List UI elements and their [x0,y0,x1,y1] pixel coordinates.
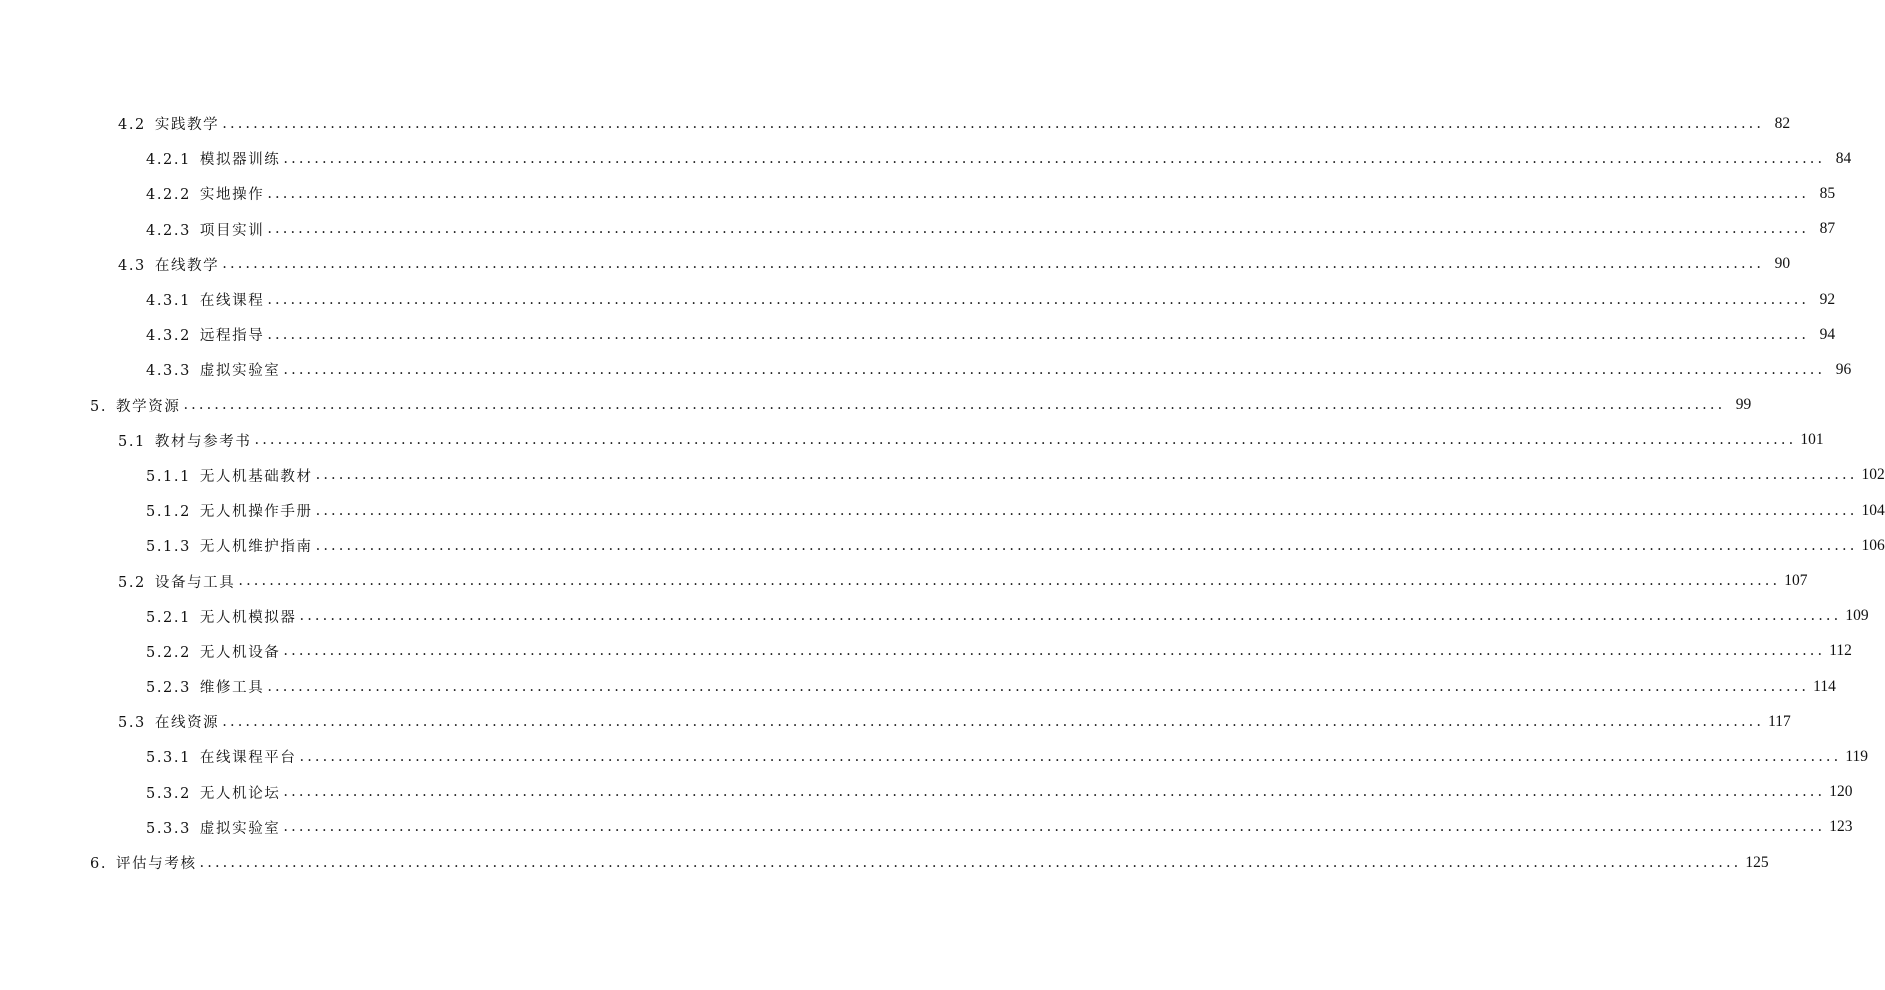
toc-dot-leader: ........................................................................................................................................................................................................ [222,256,1765,273]
toc-page-number: 90 [1774,255,1791,273]
toc-entry-label [146,219,264,240]
toc-dot-leader: ........................................................................................................................................................................................................ [267,221,1810,238]
toc-entry[interactable] [0,634,1852,669]
toc-dot-leader: ........................................................................................................................................................................................................ [283,150,1826,167]
toc-section-title: 模拟器训练 [199,152,281,169]
toc-entry-label [90,395,180,416]
toc-entry[interactable] [0,528,1885,563]
toc-section-number: 4.2.3 [146,222,191,239]
toc-dot-leader: ........................................................................................................................................................................................................ [222,713,1765,730]
toc-section-number: 4.2.2 [146,187,191,204]
toc-section-number: 5.1.2 [146,504,191,521]
toc-entry-label [118,711,219,732]
toc-entry[interactable] [0,388,1752,423]
toc-page-number: 107 [1784,572,1808,590]
toc-entry[interactable] [0,845,1769,880]
toc-entry[interactable] [0,493,1885,528]
toc-section-number: 5.2 [118,574,146,591]
toc-section-number: 5. [90,398,108,415]
toc-page-number: 96 [1835,360,1852,378]
toc-entry[interactable] [0,106,1791,141]
toc-section-number: 5.1.1 [146,468,191,485]
toc-entry[interactable] [0,775,1853,810]
toc-section-number: 4.3.3 [146,363,191,380]
toc-entry[interactable] [0,669,1836,704]
toc-entry[interactable] [0,212,1836,247]
toc-section-title: 无人机维护指南 [199,539,313,556]
toc-entry-label [146,535,313,556]
toc-section-number: 4.2.1 [146,152,191,169]
toc-entry-label [118,113,219,134]
toc-dot-leader: ........................................................................................................................................................................................................ [283,361,1826,378]
toc-section-title: 设备与工具 [154,574,236,591]
toc-section-number: 5.1 [118,433,146,450]
toc-section-number: 5.3.2 [146,785,191,802]
toc-page-number: 87 [1819,220,1836,238]
toc-page-number: 117 [1768,712,1791,730]
toc-page-number: 104 [1861,501,1885,519]
toc-section-title: 在线课程平台 [199,750,297,767]
toc-dot-leader: ........................................................................................................................................................................................................ [299,608,1842,625]
toc-page-number: 84 [1835,149,1852,167]
toc-section-number: 4.3 [118,257,146,274]
toc-entry-label [146,359,280,380]
toc-section-title: 实践教学 [154,117,220,134]
toc-entry[interactable] [0,141,1852,176]
toc-entry[interactable] [0,423,1824,458]
toc-dot-leader: ........................................................................................................................................................................................................ [199,854,1742,871]
toc-page-number: 120 [1829,783,1853,801]
toc-entry-label [118,254,219,275]
toc-entry[interactable] [0,599,1869,634]
toc-section-title: 在线课程 [199,293,265,310]
toc-section-title: 实地操作 [199,187,265,204]
toc-section-title: 教材与参考书 [154,433,252,450]
toc-dot-leader: ........................................................................................................................................................................................................ [183,397,1726,414]
toc-section-number: 6. [90,856,108,873]
toc-section-title: 远程指导 [199,328,265,345]
toc-page-number: 92 [1819,290,1836,308]
toc-section-number: 5.1.3 [146,539,191,556]
toc-section-title: 无人机论坛 [199,785,281,802]
toc-page-number: 99 [1735,396,1752,414]
toc-page-number: 101 [1800,431,1824,449]
toc-entry[interactable] [0,317,1836,352]
toc-page-number: 94 [1819,325,1836,343]
toc-section-title: 在线教学 [154,257,220,274]
toc-section-number: 5.2.2 [146,644,191,661]
toc-entry-label [146,183,264,204]
toc-dot-leader: ........................................................................................................................................................................................................ [222,115,1765,132]
toc-entry-label [118,430,251,451]
toc-dot-leader: ........................................................................................................................................................................................................ [267,678,1810,695]
toc-section-number: 5.2.3 [146,680,191,697]
toc-entry-label [146,746,297,767]
toc-section-number: 4.3.1 [146,293,191,310]
toc-entry-label [146,782,280,803]
toc-dot-leader: ........................................................................................................................................................................................................ [267,326,1810,343]
toc-page-number: 102 [1861,466,1885,484]
toc-section-number: 5.3 [118,715,146,732]
toc-entry-label [146,641,280,662]
toc-section-number: 4.2 [118,117,146,134]
toc-section-title: 虚拟实验室 [199,820,281,837]
toc-page-number: 112 [1829,642,1852,660]
toc-page-number: 85 [1819,184,1836,202]
toc-section-title: 虚拟实验室 [199,363,281,380]
table-of-contents [0,106,1885,880]
toc-page-number: 119 [1845,747,1869,765]
toc-entry-label [118,571,235,592]
toc-entry-label [90,852,197,873]
toc-dot-leader: ........................................................................................................................................................................................................ [283,784,1826,801]
toc-entry[interactable] [0,458,1885,493]
toc-section-title: 无人机设备 [199,644,281,661]
toc-section-title: 在线资源 [154,715,220,732]
toc-section-title: 评估与考核 [116,856,197,873]
toc-entry-label [146,817,280,838]
toc-entry[interactable] [0,176,1836,211]
toc-dot-leader: ........................................................................................................................................................................................................ [238,573,1781,590]
toc-page-number: 125 [1745,853,1769,871]
toc-dot-leader: ........................................................................................................................................................................................................ [283,643,1826,660]
toc-entry-label [146,289,264,310]
toc-section-title: 项目实训 [199,222,265,239]
toc-entry[interactable] [0,352,1852,387]
toc-dot-leader: ........................................................................................................................................................................................................ [254,432,1797,449]
toc-entry-label [146,465,313,486]
toc-section-number: 5.2.1 [146,609,191,626]
toc-page-number: 114 [1813,677,1836,695]
toc-page-number: 123 [1829,818,1853,836]
toc-entry[interactable] [0,247,1791,282]
toc-entry[interactable] [0,810,1853,845]
toc-entry-label [146,148,280,169]
toc-page-number: 109 [1845,607,1869,625]
toc-section-number: 4.3.2 [146,328,191,345]
toc-section-title: 无人机操作手册 [199,504,313,521]
toc-section-title: 维修工具 [199,680,265,697]
toc-dot-leader: ........................................................................................................................................................................................................ [315,537,1858,554]
toc-dot-leader: ........................................................................................................................................................................................................ [315,502,1858,519]
toc-entry-label [146,500,313,521]
toc-entry-label [146,676,264,697]
toc-dot-leader: ........................................................................................................................................................................................................ [267,185,1810,202]
toc-entry-label [146,324,264,345]
toc-section-number: 5.3.1 [146,750,191,767]
toc-entry[interactable] [0,704,1791,739]
toc-section-title: 无人机模拟器 [199,609,297,626]
toc-entry-label [146,606,297,627]
toc-dot-leader: ........................................................................................................................................................................................................ [299,748,1842,765]
toc-section-title: 教学资源 [116,398,181,415]
toc-page-number: 106 [1861,536,1885,554]
toc-entry[interactable] [0,739,1869,774]
toc-entry[interactable] [0,282,1836,317]
toc-dot-leader: ........................................................................................................................................................................................................ [267,291,1810,308]
toc-page-number: 82 [1774,114,1791,132]
toc-dot-leader: ........................................................................................................................................................................................................ [283,819,1826,836]
toc-section-title: 无人机基础教材 [199,468,313,485]
toc-entry[interactable] [0,563,1808,598]
toc-section-number: 5.3.3 [146,820,191,837]
toc-dot-leader: ........................................................................................................................................................................................................ [315,467,1858,484]
